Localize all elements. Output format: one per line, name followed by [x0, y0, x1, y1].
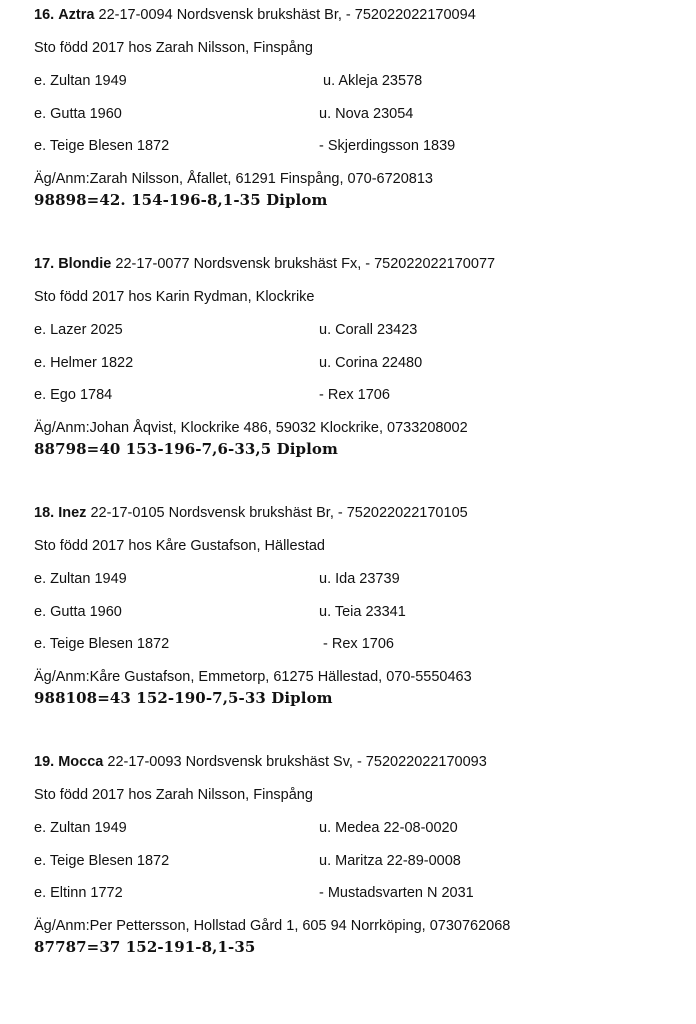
entry-title: [34, 255, 495, 273]
entry-title: [34, 6, 476, 24]
dam: u. Akleja 23578: [319, 73, 423, 89]
owner-info: Äg/Anm:Zarah Nilsson, Åfallet, 61291 Finspång, 070-6720813: [34, 171, 433, 187]
entry-number: 17.: [34, 256, 55, 272]
judging-score: 88798=40 153-196-7,6-33,5 Diplom: [34, 440, 338, 458]
owner-info: Äg/Anm:Kåre Gustafson, Emmetorp, 61275 Hällestad, 070-5550463: [34, 669, 472, 685]
dam-line-3: - Skjerdingsson 1839: [319, 138, 456, 154]
dam-line-2: u. Maritza 22-89-0008: [319, 853, 461, 869]
owner-info: Äg/Anm:Johan Åqvist, Klockrike 486, 59032 Klockrike, 0733208002: [34, 420, 468, 436]
dam-line-2: u. Corina 22480: [319, 355, 423, 371]
dam: u. Corall 23423: [319, 322, 418, 338]
sire: e. Zultan 1949: [34, 571, 127, 587]
sire: e. Zultan 1949: [34, 820, 127, 836]
dam-line-2: u. Teia 23341: [319, 604, 406, 620]
sire: e. Lazer 2025: [34, 322, 123, 338]
dam: u. Ida 23739: [319, 571, 400, 587]
sire-sire: e. Gutta 1960: [34, 106, 122, 122]
horse-entry: [34, 255, 674, 465]
judging-score: 988108=43 152-190-7,5-33 Diplom: [34, 689, 333, 707]
registration-details: 22-17-0094 Nordsvensk brukshäst Br, - 752022022170094: [98, 7, 476, 23]
sire-sire: e. Helmer 1822: [34, 355, 134, 371]
horse-entry: [34, 753, 674, 963]
judging-score: 87787=37 152-191-8,1-35: [34, 938, 256, 956]
birth-info: Sto född 2017 hos Kåre Gustafson, Hällestad: [34, 538, 325, 554]
entry-title: [34, 753, 487, 771]
entry-title: [34, 504, 468, 522]
birth-info: Sto född 2017 hos Zarah Nilsson, Finspång: [34, 40, 313, 56]
dam-line-2: u. Nova 23054: [319, 106, 414, 122]
entry-number: 16.: [34, 7, 55, 23]
ancestor-3: e. Eltinn 1772: [34, 885, 123, 901]
dam-line-3: - Rex 1706: [319, 387, 390, 403]
entry-number: 19.: [34, 754, 55, 770]
registration-details: 22-17-0077 Nordsvensk brukshäst Fx, - 752022022170077: [115, 256, 496, 272]
sire: e. Zultan 1949: [34, 73, 127, 89]
horse-name: Aztra: [58, 7, 95, 23]
birth-info: Sto född 2017 hos Karin Rydman, Klockrike: [34, 289, 315, 305]
owner-info: Äg/Anm:Per Pettersson, Hollstad Gård 1, 605 94 Norrköping, 0730762068: [34, 918, 511, 934]
horse-name: Blondie: [58, 256, 112, 272]
entry-number: 18.: [34, 505, 55, 521]
ancestor-3: e. Teige Blesen 1872: [34, 636, 170, 652]
dam-line-3: - Rex 1706: [319, 636, 394, 652]
judging-score: 98898=42. 154-196-8,1-35 Diplom: [34, 191, 328, 209]
horse-entry: [34, 504, 674, 714]
registration-details: 22-17-0105 Nordsvensk brukshäst Br, - 752022022170105: [90, 505, 468, 521]
horse-entry: [34, 6, 674, 216]
sire-sire: e. Teige Blesen 1872: [34, 853, 170, 869]
ancestor-3: e. Ego 1784: [34, 387, 113, 403]
horse-name: Mocca: [58, 754, 104, 770]
dam-line-3: - Mustadsvarten N 2031: [319, 885, 474, 901]
registration-details: 22-17-0093 Nordsvensk brukshäst Sv, - 752022022170093: [107, 754, 487, 770]
ancestor-3: e. Teige Blesen 1872: [34, 138, 170, 154]
horse-name: Inez: [58, 505, 87, 521]
sire-sire: e. Gutta 1960: [34, 604, 122, 620]
dam: u. Medea 22-08-0020: [319, 820, 458, 836]
birth-info: Sto född 2017 hos Zarah Nilsson, Finspång: [34, 787, 313, 803]
